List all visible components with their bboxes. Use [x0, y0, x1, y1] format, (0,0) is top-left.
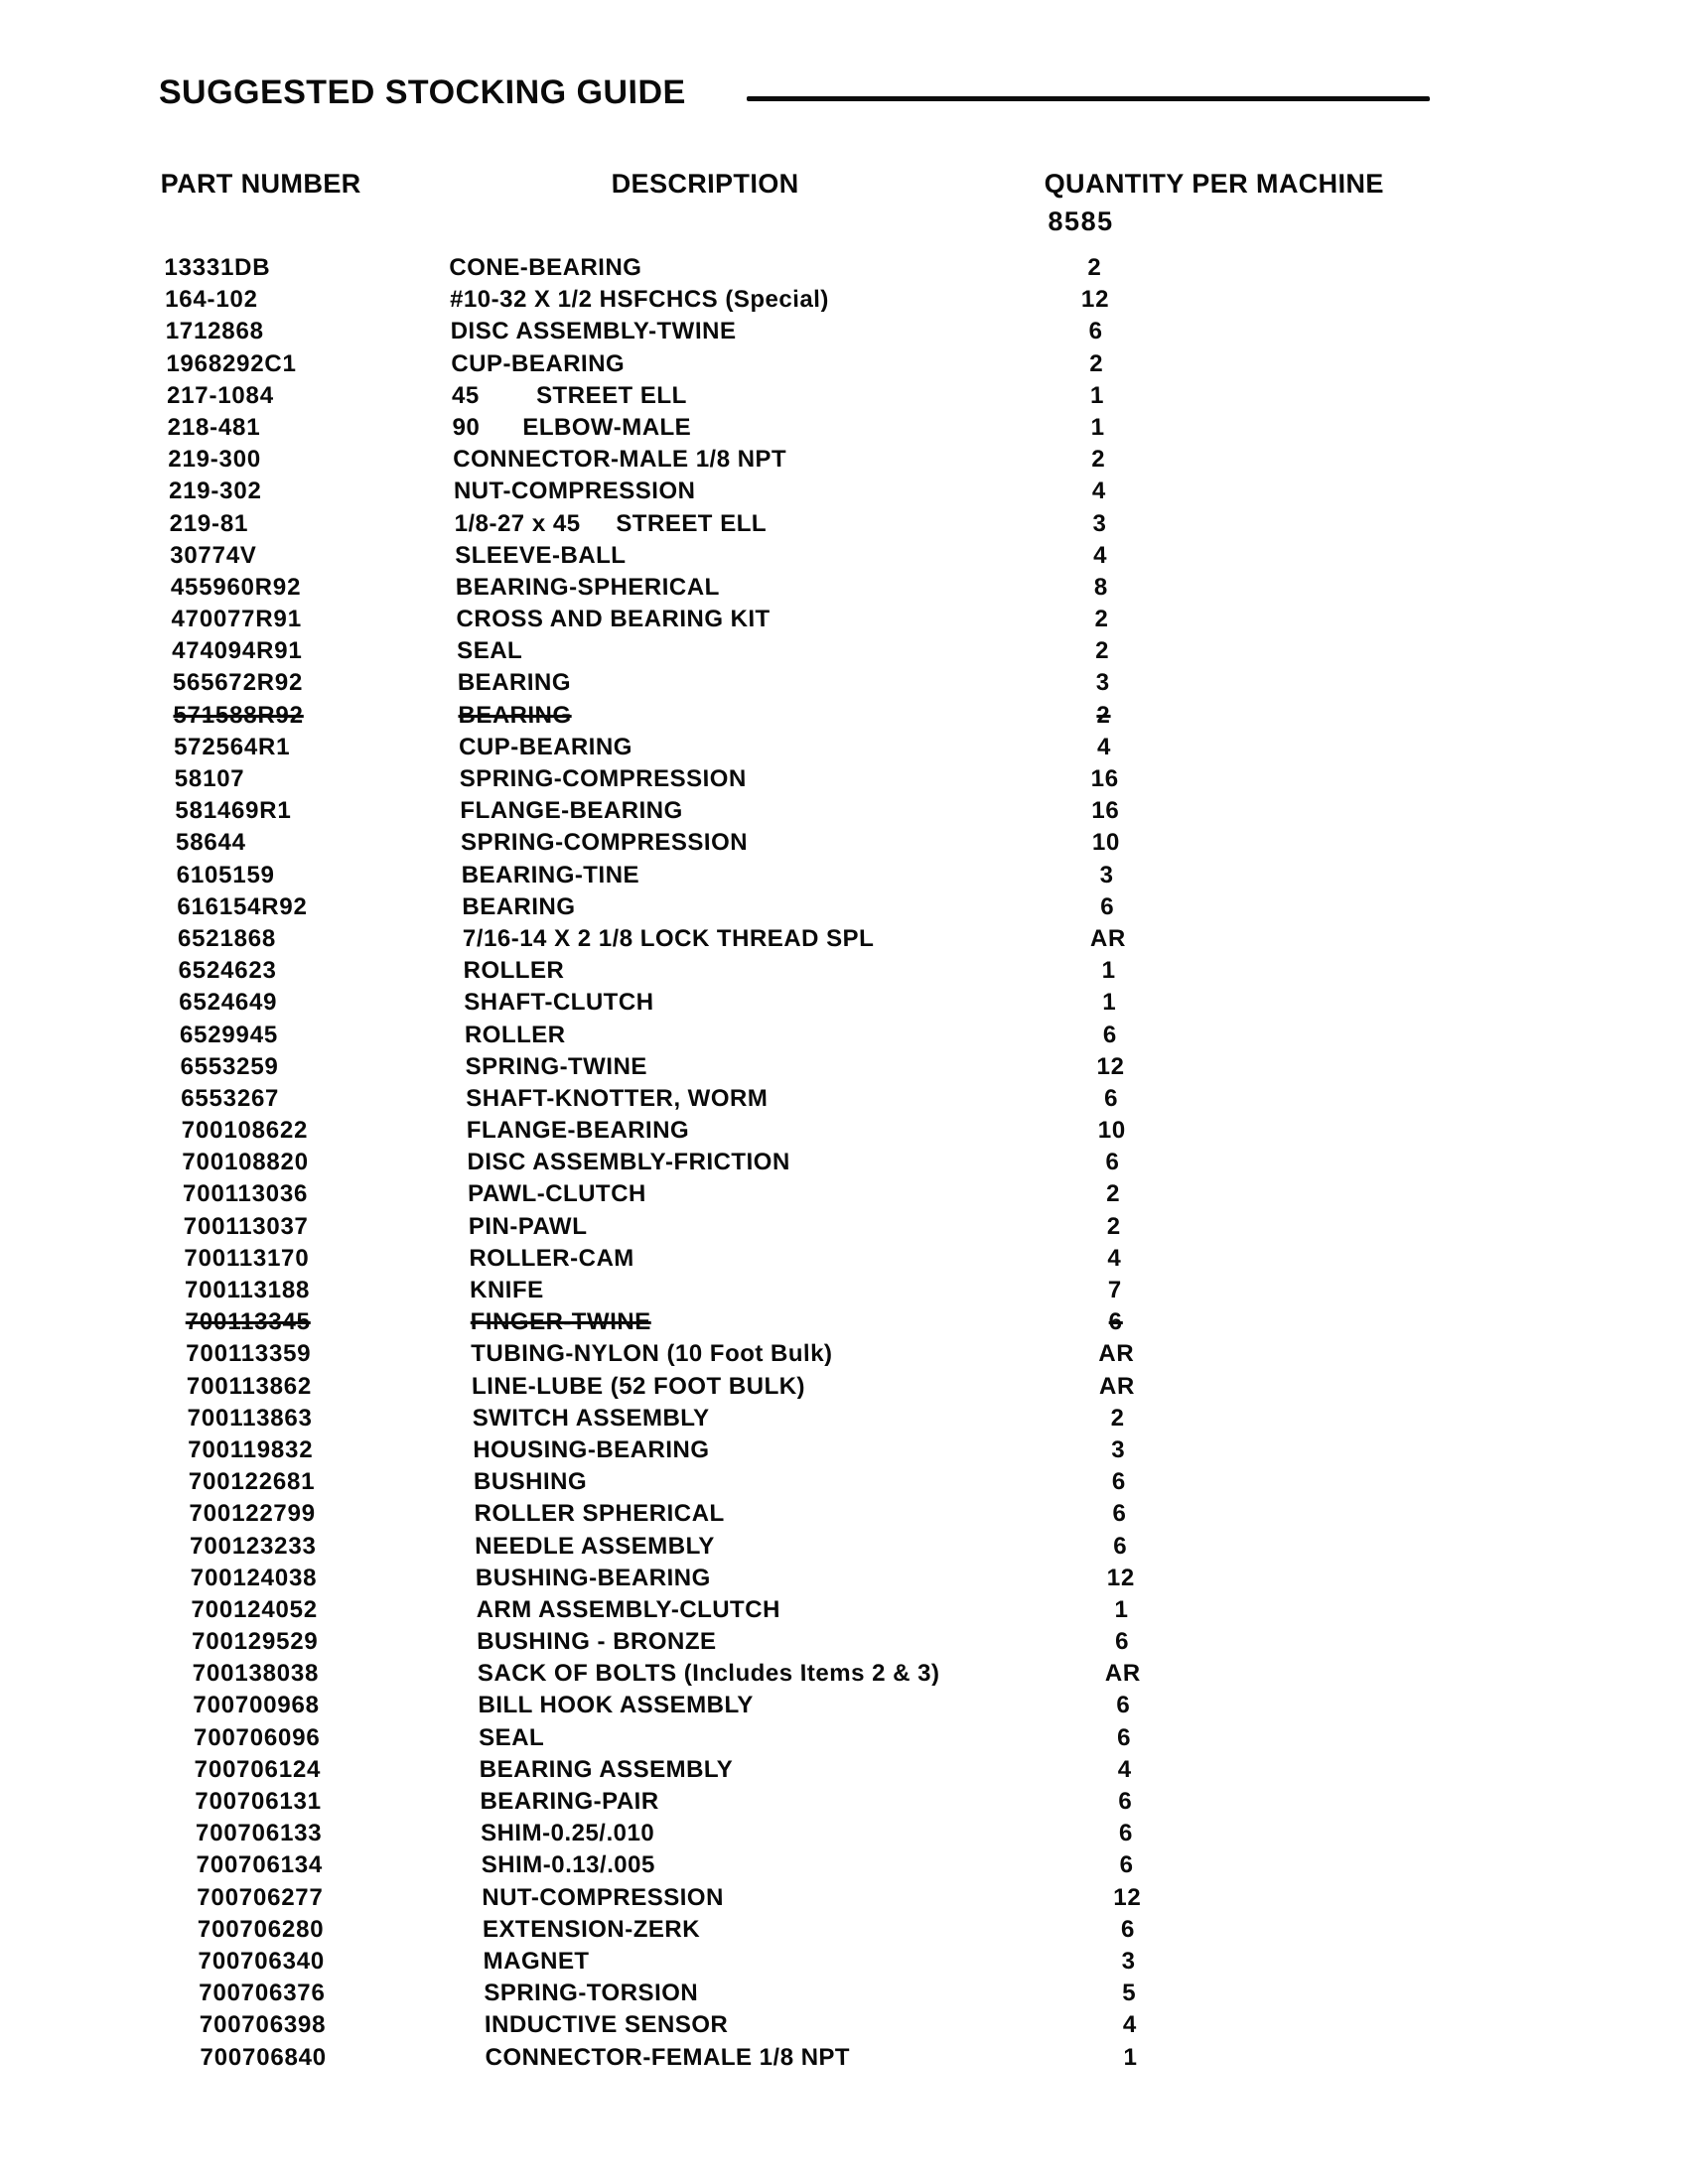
- cell-part: 700122681: [188, 1468, 316, 1496]
- cell-part: 700706096: [193, 1723, 321, 1751]
- cell-qty: AR: [1098, 1372, 1136, 1400]
- table-row: [23, 1115, 1684, 1147]
- table-row: [33, 1626, 1684, 1658]
- cell-part: 6553259: [180, 1052, 279, 1080]
- cell-part: 572564R1: [173, 733, 291, 760]
- cell-part: 700124038: [190, 1564, 318, 1591]
- cell-qty: 6: [1118, 1820, 1134, 1847]
- cell-part: 700113170: [184, 1244, 310, 1272]
- cell-part: 470077R91: [171, 606, 303, 633]
- cell-qty: 1: [1114, 1595, 1129, 1623]
- table-row: [16, 795, 1684, 827]
- cell-desc: BEARING ASSEMBLY: [479, 1755, 734, 1783]
- cell-qty: 6: [1105, 1149, 1120, 1176]
- table-row: [31, 1531, 1684, 1563]
- cell-desc: ROLLER: [464, 1021, 566, 1048]
- cell-part: 700706134: [196, 1851, 324, 1879]
- cell-desc: ROLLER: [463, 957, 565, 985]
- cell-part: 6524649: [178, 989, 278, 1017]
- column-header-quantity-per-machine: QUANTITY PER MACHINE: [1044, 169, 1385, 199]
- cell-part: 616154R92: [177, 892, 308, 920]
- cell-qty: 6: [1099, 892, 1115, 920]
- cell-desc: PAWL-CLUTCH: [467, 1180, 647, 1208]
- cell-desc: ARM ASSEMBLY-CLUTCH: [476, 1595, 781, 1623]
- table-row: [24, 1178, 1684, 1210]
- cell-desc: 45 STREET ELL: [451, 381, 687, 409]
- table-row: [19, 923, 1684, 955]
- cell-part: 58644: [175, 829, 247, 857]
- table-row: [35, 1754, 1684, 1786]
- cell-desc: BUSHING - BRONZE: [476, 1628, 717, 1656]
- cell-qty: 6: [1114, 1628, 1130, 1656]
- table-row: [37, 1818, 1684, 1849]
- table-row: [5, 252, 1684, 284]
- table-row: [15, 763, 1684, 795]
- cell-desc: CONNECTOR-MALE 1/8 NPT: [453, 446, 787, 474]
- cell-desc: SHAFT-CLUTCH: [463, 989, 654, 1017]
- cell-desc: CROSS AND BEARING KIT: [456, 606, 772, 633]
- table-row: [13, 635, 1684, 667]
- cell-part: 700706280: [197, 1915, 325, 1943]
- cell-desc: BEARING-PAIR: [480, 1788, 659, 1815]
- cell-qty: AR: [1097, 1340, 1135, 1368]
- cell-desc: BEARING-SPHERICAL: [455, 573, 720, 601]
- cell-part: 474094R91: [171, 637, 303, 665]
- table-row: [9, 444, 1684, 476]
- cell-part: 700113036: [182, 1180, 309, 1208]
- cell-part: 700123233: [189, 1532, 317, 1560]
- table-row: [32, 1563, 1684, 1594]
- table-row: [7, 348, 1684, 380]
- cell-qty: 4: [1096, 733, 1112, 760]
- cell-qty: AR: [1104, 1660, 1142, 1688]
- table-row: [39, 1914, 1684, 1946]
- table-row: [8, 412, 1684, 444]
- cell-part: 700706277: [197, 1883, 324, 1911]
- cell-qty: 6: [1111, 1468, 1127, 1496]
- cell-qty: 1: [1089, 381, 1105, 409]
- table-row: [10, 508, 1684, 540]
- title-rule: [747, 96, 1430, 101]
- table-row: [21, 1020, 1684, 1051]
- table-row: [13, 667, 1684, 699]
- cell-qty: 6: [1112, 1532, 1128, 1560]
- cell-qty: 6: [1120, 1915, 1136, 1943]
- cell-qty: 6: [1103, 1084, 1119, 1112]
- cell-qty: 2: [1106, 1212, 1122, 1240]
- cell-desc: BEARING-TINE: [461, 861, 640, 888]
- cell-part: 581469R1: [175, 797, 292, 825]
- table-row: [23, 1147, 1684, 1178]
- cell-part: 700706133: [195, 1820, 323, 1847]
- table-row: [17, 860, 1684, 891]
- cell-part: 6553267: [180, 1084, 280, 1112]
- table-row: [34, 1690, 1684, 1721]
- table-row: [12, 604, 1684, 635]
- cell-qty: 2: [1088, 349, 1104, 377]
- cell-desc: FLANGE-BEARING: [466, 1117, 690, 1145]
- cell-desc: CONE-BEARING: [449, 254, 642, 281]
- cell-desc: PIN-PAWL: [468, 1212, 588, 1240]
- cell-qty: 4: [1107, 1244, 1122, 1272]
- cell-qty: 1: [1123, 2043, 1138, 2071]
- cell-part: 6524623: [178, 957, 277, 985]
- table-row: [26, 1275, 1684, 1306]
- cell-desc: LINE-LUBE (52 FOOT BULK): [471, 1372, 806, 1400]
- table-row: [26, 1306, 1684, 1338]
- cell-part: 455960R92: [170, 573, 302, 601]
- column-header-part-number: PART NUMBER: [160, 169, 361, 199]
- cell-desc: SHIM-0.13/.005: [481, 1851, 656, 1879]
- table-row: [28, 1371, 1684, 1403]
- cell-desc: ROLLER-CAM: [469, 1244, 635, 1272]
- table-row: [39, 1946, 1684, 1978]
- cell-qty: 1: [1090, 413, 1105, 441]
- cell-part: 219-300: [168, 446, 262, 474]
- table-row: [10, 476, 1684, 507]
- cell-desc: SWITCH ASSEMBLY: [472, 1404, 711, 1432]
- table-row: [37, 1849, 1684, 1881]
- cell-part: 6105159: [176, 861, 276, 888]
- cell-part: 700706840: [200, 2043, 328, 2071]
- cell-desc: FLANGE-BEARING: [460, 797, 683, 825]
- cell-part: 565672R92: [172, 669, 304, 697]
- cell-desc: BEARING: [457, 669, 572, 697]
- cell-desc: CUP-BEARING: [458, 733, 633, 760]
- cell-desc: 7/16-14 X 2 1/8 LOCK THREAD SPL: [462, 924, 875, 952]
- cell-part: 30774V: [169, 541, 258, 569]
- table-row: [35, 1722, 1684, 1754]
- cell-qty: 3: [1099, 861, 1115, 888]
- cell-qty: 3: [1092, 509, 1107, 537]
- cell-part: 6521868: [177, 924, 277, 952]
- table-row: [30, 1466, 1684, 1498]
- table-row: [11, 540, 1684, 572]
- cell-part: 700706131: [195, 1788, 323, 1815]
- table-row: [14, 700, 1684, 732]
- cell-desc: BEARING: [458, 701, 572, 729]
- cell-part: 1712868: [165, 318, 265, 345]
- cell-qty: 6: [1116, 1723, 1132, 1751]
- cell-desc: 1/8-27 x 45 STREET ELL: [454, 509, 768, 537]
- cell-desc: SHIM-0.25/.010: [480, 1820, 655, 1847]
- cell-qty: 2: [1110, 1404, 1126, 1432]
- cell-desc: BUSHING-BEARING: [475, 1564, 712, 1591]
- cell-qty: 16: [1090, 765, 1120, 792]
- table-row: [29, 1434, 1684, 1466]
- cell-qty: 1: [1101, 957, 1116, 985]
- cell-qty: 10: [1091, 829, 1121, 857]
- cell-qty: 6: [1102, 1021, 1118, 1048]
- cell-part: 700700968: [193, 1692, 321, 1719]
- cell-qty: 4: [1117, 1755, 1133, 1783]
- table-row: [40, 1978, 1684, 2009]
- cell-desc: SHAFT-KNOTTER, WORM: [465, 1084, 769, 1112]
- cell-desc: SEAL: [478, 1723, 545, 1751]
- cell-part: 571588R92: [173, 701, 305, 729]
- cell-desc: BEARING: [462, 892, 576, 920]
- cell-qty: 2: [1087, 254, 1102, 281]
- cell-qty: 12: [1112, 1883, 1142, 1911]
- cell-qty: 6: [1118, 1788, 1133, 1815]
- table-row: [20, 987, 1684, 1019]
- cell-desc: SPRING-TORSION: [484, 1979, 699, 2007]
- table-row: [32, 1594, 1684, 1626]
- cell-desc: FINGER-TWINE: [470, 1308, 651, 1336]
- cell-qty: 3: [1110, 1435, 1126, 1463]
- cell-part: 700113863: [187, 1404, 313, 1432]
- cell-part: 700129529: [191, 1628, 319, 1656]
- cell-qty: 3: [1095, 669, 1111, 697]
- table-row: [6, 316, 1684, 347]
- cell-qty: 2: [1096, 701, 1111, 729]
- cell-desc: CONNECTOR-FEMALE 1/8 NPT: [485, 2043, 851, 2071]
- cell-part: 700138038: [192, 1660, 320, 1688]
- cell-part: 700706124: [194, 1755, 322, 1783]
- cell-part: 700108622: [181, 1117, 309, 1145]
- cell-desc: BILL HOOK ASSEMBLY: [478, 1692, 755, 1719]
- table-row: [8, 380, 1684, 412]
- cell-part: 700108820: [182, 1149, 310, 1176]
- cell-desc: 90 ELBOW-MALE: [452, 413, 692, 441]
- table-row: [28, 1403, 1684, 1434]
- table-row: [19, 955, 1684, 987]
- cell-desc: TUBING-NYLON (10 Foot Bulk): [471, 1340, 833, 1368]
- table-row: [22, 1083, 1684, 1115]
- cell-part: 6529945: [179, 1021, 279, 1048]
- cell-part: 700706376: [199, 1979, 326, 2007]
- cell-qty: 6: [1112, 1500, 1127, 1528]
- cell-part: 700119832: [188, 1435, 314, 1463]
- cell-qty: AR: [1089, 924, 1127, 952]
- table-row: [6, 284, 1684, 316]
- cell-part: 700706340: [198, 1947, 326, 1975]
- cell-desc: INDUCTIVE SENSOR: [484, 2011, 729, 2039]
- cell-qty: 12: [1080, 286, 1110, 314]
- table-row: [34, 1658, 1684, 1690]
- cell-desc: SEAL: [456, 637, 523, 665]
- cell-desc: BUSHING: [473, 1468, 588, 1496]
- cell-desc: CUP-BEARING: [451, 349, 626, 377]
- cell-qty: 16: [1090, 797, 1120, 825]
- table-row: [41, 2042, 1684, 2074]
- cell-part: 219-302: [168, 478, 262, 505]
- cell-qty: 2: [1105, 1180, 1121, 1208]
- table-row: [24, 1211, 1684, 1243]
- table-row: [30, 1498, 1684, 1530]
- cell-part: 1968292C1: [166, 349, 297, 377]
- cell-desc: SPRING-COMPRESSION: [460, 829, 749, 857]
- table-row: [38, 1882, 1684, 1914]
- table-row: [15, 732, 1684, 763]
- cell-desc: DISC ASSEMBLY-FRICTION: [467, 1149, 791, 1176]
- cell-qty: 6: [1119, 1851, 1135, 1879]
- cell-part: 700113862: [186, 1372, 313, 1400]
- cell-part: 700113345: [185, 1308, 312, 1336]
- cell-desc: #10-32 X 1/2 HSFCHCS (Special): [449, 286, 830, 314]
- cell-desc: KNIFE: [469, 1277, 544, 1303]
- cell-desc: SPRING-COMPRESSION: [459, 765, 748, 792]
- table-row: [25, 1243, 1684, 1275]
- parts-table: [5, 252, 1684, 2074]
- cell-desc: SACK OF BOLTS (Includes Items 2 & 3): [477, 1660, 940, 1688]
- cell-qty: 7: [1107, 1277, 1123, 1303]
- cell-desc: DISC ASSEMBLY-TWINE: [450, 318, 737, 345]
- table-row: [21, 1051, 1684, 1083]
- cell-qty: 6: [1108, 1308, 1124, 1336]
- cell-qty: 4: [1122, 2011, 1138, 2039]
- cell-qty: 4: [1092, 541, 1108, 569]
- cell-part: 700706398: [199, 2011, 327, 2039]
- cell-part: 700122799: [189, 1500, 317, 1528]
- cell-part: 700113037: [183, 1212, 310, 1240]
- cell-qty: 4: [1091, 478, 1107, 505]
- cell-qty: 5: [1121, 1979, 1137, 2007]
- table-row: [27, 1338, 1684, 1370]
- machine-number: 8585: [1048, 206, 1114, 236]
- cell-qty: 6: [1088, 318, 1104, 345]
- page-title: SUGGESTED STOCKING GUIDE: [158, 73, 687, 111]
- cell-part: 58107: [174, 765, 245, 792]
- table-row: [12, 572, 1684, 604]
- column-header-description: DESCRIPTION: [611, 169, 799, 199]
- cell-qty: 2: [1090, 446, 1106, 474]
- cell-qty: 10: [1097, 1117, 1127, 1145]
- table-row: [41, 2009, 1684, 2041]
- cell-qty: 12: [1106, 1564, 1136, 1591]
- cell-qty: 8: [1093, 573, 1109, 601]
- cell-part: 13331DB: [164, 254, 271, 281]
- cell-desc: ROLLER SPHERICAL: [474, 1500, 725, 1528]
- cell-part: 219-81: [169, 509, 249, 537]
- cell-part: 217-1084: [166, 381, 275, 409]
- cell-desc: NUT-COMPRESSION: [482, 1883, 725, 1911]
- table-row: [17, 827, 1684, 859]
- cell-desc: NEEDLE ASSEMBLY: [474, 1532, 716, 1560]
- cell-qty: 12: [1096, 1052, 1125, 1080]
- cell-qty: 1: [1101, 989, 1117, 1017]
- cell-part: 218-481: [167, 413, 261, 441]
- cell-desc: HOUSING-BEARING: [473, 1435, 710, 1463]
- cell-part: 700113359: [186, 1340, 312, 1368]
- cell-desc: MAGNET: [483, 1947, 590, 1975]
- cell-qty: 3: [1121, 1947, 1137, 1975]
- table-row: [36, 1786, 1684, 1818]
- cell-part: 700113188: [184, 1277, 311, 1303]
- cell-qty: 6: [1116, 1692, 1131, 1719]
- cell-qty: 2: [1094, 606, 1109, 633]
- cell-desc: SPRING-TWINE: [465, 1052, 648, 1080]
- cell-part: 164-102: [164, 286, 259, 314]
- cell-desc: NUT-COMPRESSION: [453, 478, 696, 505]
- cell-part: 700124052: [191, 1595, 319, 1623]
- cell-qty: 2: [1094, 637, 1110, 665]
- cell-desc: EXTENSION-ZERK: [482, 1915, 701, 1943]
- cell-desc: SLEEVE-BALL: [454, 541, 627, 569]
- table-row: [18, 891, 1684, 923]
